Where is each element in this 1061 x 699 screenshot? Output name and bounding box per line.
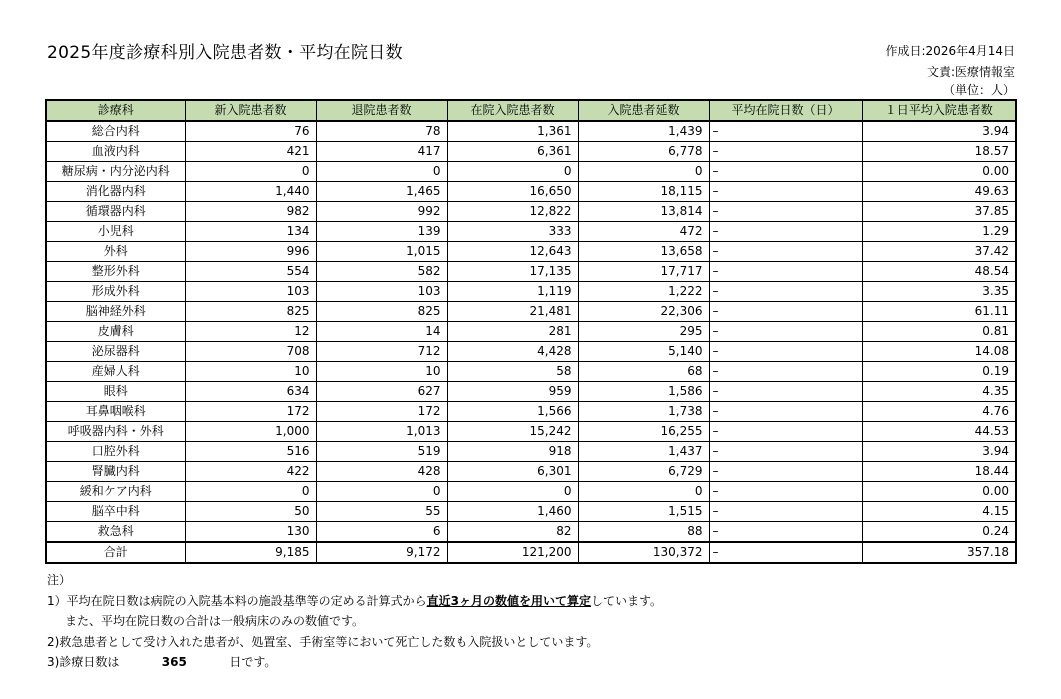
cell-total: 1,738 [578,402,709,422]
table-row [46,302,1016,322]
cell-avg-stay: – [709,121,862,142]
cell-dept: 口腔外科 [46,442,185,462]
cell-discharge: 1,015 [316,242,447,262]
table-body [46,121,1016,563]
table-row [46,502,1016,522]
cell-avg-stay: – [709,302,862,322]
note-1-text: 1）平均在院日数は病院の入院基本料の施設基準等の定める計算式から [47,593,427,608]
cell-inpatient: 0 [447,482,578,502]
cell-inpatient: 17,135 [447,262,578,282]
cell-new: 103 [185,282,316,302]
cell-new: 1,000 [185,422,316,442]
header-daily: １日平均入院患者数 [862,100,1016,121]
cell-avg-stay: – [709,142,862,162]
cell-new: 12 [185,322,316,342]
cell-total: 0 [578,162,709,182]
table-row [46,222,1016,242]
cell-new: 50 [185,502,316,522]
note-1 [47,591,662,612]
cell-new: 996 [185,242,316,262]
cell-discharge: 0 [316,162,447,182]
cell-inpatient: 0 [447,162,578,182]
cell-new: 982 [185,202,316,222]
cell-dept: 血液内科 [46,142,185,162]
cell-daily: 61.11 [862,302,1016,322]
cell-discharge: 519 [316,442,447,462]
header-total: 入院患者延数 [578,100,709,121]
cell-inpatient: 333 [447,222,578,242]
cell-dept: 整形外科 [46,262,185,282]
cell-total: 13,814 [578,202,709,222]
table-row [46,342,1016,362]
cell-avg-stay: – [709,322,862,342]
cell-discharge: 1,465 [316,182,447,202]
cell-inpatient: 21,481 [447,302,578,322]
cell-daily: 18.44 [862,462,1016,482]
cell-avg-stay: – [709,242,862,262]
cell-total: 472 [578,222,709,242]
cell-avg-stay: – [709,202,862,222]
inpatient-table [45,99,1017,564]
cell-total: 68 [578,362,709,382]
cell-dept: 脳神経外科 [46,302,185,322]
cell-discharge: 992 [316,202,447,222]
cell-avg-stay: – [709,402,862,422]
cell-avg-stay: – [709,522,862,543]
table-row [46,262,1016,282]
cell-dept: 皮膚科 [46,322,185,342]
notes-heading: 注） [47,573,72,587]
cell-avg-stay: – [709,422,862,442]
cell-total: 130,372 [578,542,709,563]
table-row [46,142,1016,162]
cell-inpatient: 6,301 [447,462,578,482]
days-value: 365 [161,655,187,669]
cell-new: 421 [185,142,316,162]
cell-discharge: 6 [316,522,447,543]
cell-total: 0 [578,482,709,502]
cell-inpatient: 918 [447,442,578,462]
cell-dept: 糖尿病・内分泌内科 [46,162,185,182]
cell-inpatient: 4,428 [447,342,578,362]
cell-new: 708 [185,342,316,362]
note-1-emphasis: 直近3ヶ月の数値を用いて算定 [426,593,591,608]
cell-dept: 脳卒中科 [46,502,185,522]
cell-new: 10 [185,362,316,382]
cell-daily: 0.81 [862,322,1016,342]
cell-discharge: 14 [316,322,447,342]
cell-inpatient: 1,566 [447,402,578,422]
cell-avg-stay: – [709,502,862,522]
cell-daily: 14.08 [862,342,1016,362]
cell-discharge: 0 [316,482,447,502]
cell-total: 1,586 [578,382,709,402]
cell-dept: 耳鼻咽喉科 [46,402,185,422]
cell-avg-stay: – [709,542,862,563]
cell-discharge: 627 [316,382,447,402]
cell-discharge: 10 [316,362,447,382]
cell-avg-stay: – [709,182,862,202]
total-row [46,542,1016,563]
table-header-row [46,100,1016,121]
table-row [46,242,1016,262]
cell-new: 134 [185,222,316,242]
cell-total: 295 [578,322,709,342]
header-dept: 診療科 [46,100,185,121]
table-row [46,202,1016,222]
cell-total: 13,658 [578,242,709,262]
cell-inpatient: 16,650 [447,182,578,202]
unit-label: （単位：人） [942,83,1015,97]
cell-inpatient: 1,119 [447,282,578,302]
cell-avg-stay: – [709,262,862,282]
cell-total: 16,255 [578,422,709,442]
cell-avg-stay: – [709,282,862,302]
cell-daily: 3.94 [862,442,1016,462]
cell-dept: 産婦人科 [46,362,185,382]
cell-total: 1,439 [578,121,709,142]
cell-avg-stay: – [709,462,862,482]
cell-inpatient: 58 [447,362,578,382]
cell-avg-stay: – [709,482,862,502]
cell-dept: 呼吸器内科・外科 [46,422,185,442]
table-row [46,402,1016,422]
cell-total: 22,306 [578,302,709,322]
cell-daily: 0.19 [862,362,1016,382]
cell-dept: 総合内科 [46,121,185,142]
cell-daily: 1.29 [862,222,1016,242]
cell-avg-stay: – [709,382,862,402]
cell-daily: 3.94 [862,121,1016,142]
cell-discharge: 172 [316,402,447,422]
cell-avg-stay: – [709,222,862,242]
cell-discharge: 825 [316,302,447,322]
cell-new: 9,185 [185,542,316,563]
cell-new: 76 [185,121,316,142]
author: 文責:医療情報室 [926,65,1015,79]
cell-discharge: 712 [316,342,447,362]
cell-avg-stay: – [709,342,862,362]
cell-new: 1,440 [185,182,316,202]
table-row [46,322,1016,342]
header-discharge: 退院患者数 [316,100,447,121]
cell-total: 18,115 [578,182,709,202]
cell-inpatient: 15,242 [447,422,578,442]
cell-daily: 44.53 [862,422,1016,442]
cell-discharge: 582 [316,262,447,282]
table-row [46,121,1016,142]
cell-dept: 眼科 [46,382,185,402]
cell-daily: 0.00 [862,482,1016,502]
cell-total: 1,222 [578,282,709,302]
header-inpatient: 在院入院患者数 [447,100,578,121]
cell-inpatient: 82 [447,522,578,543]
cell-discharge: 78 [316,121,447,142]
cell-total: 1,437 [578,442,709,462]
table-row [46,422,1016,442]
cell-inpatient: 121,200 [447,542,578,563]
cell-dept: 緩和ケア内科 [46,482,185,502]
cell-daily: 0.24 [862,522,1016,543]
table-row [46,182,1016,202]
cell-total: 17,717 [578,262,709,282]
cell-new: 172 [185,402,316,422]
notes [47,570,662,673]
note-3 [47,652,662,673]
note-2: 2)救急患者として受け入れた患者が、処置室、手術室等において死亡した数も入院扱いとしています。 [47,634,599,649]
cell-new: 0 [185,162,316,182]
cell-dept: 形成外科 [46,282,185,302]
table-row [46,462,1016,482]
cell-daily: 357.18 [862,542,1016,563]
cell-daily: 3.35 [862,282,1016,302]
cell-dept: 小児科 [46,222,185,242]
cell-discharge: 428 [316,462,447,482]
cell-discharge: 9,172 [316,542,447,563]
table-row [46,482,1016,502]
cell-dept: 循環器内科 [46,202,185,222]
cell-dept: 外科 [46,242,185,262]
cell-inpatient: 12,643 [447,242,578,262]
cell-daily: 4.15 [862,502,1016,522]
cell-daily: 37.85 [862,202,1016,222]
cell-daily: 48.54 [862,262,1016,282]
cell-daily: 4.35 [862,382,1016,402]
cell-dept: 消化器内科 [46,182,185,202]
cell-dept: 腎臓内科 [46,462,185,482]
cell-total: 88 [578,522,709,543]
cell-inpatient: 6,361 [447,142,578,162]
header-new: 新入院患者数 [185,100,316,121]
cell-dept: 泌尿器科 [46,342,185,362]
cell-new: 516 [185,442,316,462]
header-avg-stay: 平均在院日数（日） [709,100,862,121]
cell-avg-stay: – [709,162,862,182]
cell-daily: 37.42 [862,242,1016,262]
cell-discharge: 55 [316,502,447,522]
cell-new: 422 [185,462,316,482]
cell-total: 6,778 [578,142,709,162]
cell-discharge: 103 [316,282,447,302]
cell-dept: 合計 [46,542,185,563]
cell-daily: 18.57 [862,142,1016,162]
cell-avg-stay: – [709,442,862,462]
page-title: 2025年度診療科別入院患者数・平均在院日数 [47,43,403,63]
cell-total: 5,140 [578,342,709,362]
cell-dept: 救急科 [46,522,185,543]
cell-total: 1,515 [578,502,709,522]
cell-daily: 49.63 [862,182,1016,202]
note-3-text: 3)診療日数は [47,655,120,669]
cell-inpatient: 1,361 [447,121,578,142]
cell-avg-stay: – [709,362,862,382]
cell-new: 0 [185,482,316,502]
cell-total: 6,729 [578,462,709,482]
table-row [46,442,1016,462]
table-row [46,162,1016,182]
table-row [46,282,1016,302]
cell-discharge: 139 [316,222,447,242]
table-row [46,362,1016,382]
cell-inpatient: 959 [447,382,578,402]
cell-new: 634 [185,382,316,402]
cell-new: 825 [185,302,316,322]
created-date: 作成日:2026年4月14日 [885,44,1015,58]
cell-daily: 0.00 [862,162,1016,182]
table-row [46,522,1016,543]
cell-new: 554 [185,262,316,282]
cell-discharge: 1,013 [316,422,447,442]
cell-inpatient: 1,460 [447,502,578,522]
cell-inpatient: 12,822 [447,202,578,222]
cell-new: 130 [185,522,316,543]
cell-inpatient: 281 [447,322,578,342]
cell-daily: 4.76 [862,402,1016,422]
note-1-line2: また、平均在院日数の合計は一般病床のみの数値です。 [65,614,365,628]
note-1-end: しています。 [591,593,663,608]
table-row [46,382,1016,402]
note-3-end: 日です。 [229,655,277,669]
cell-discharge: 417 [316,142,447,162]
